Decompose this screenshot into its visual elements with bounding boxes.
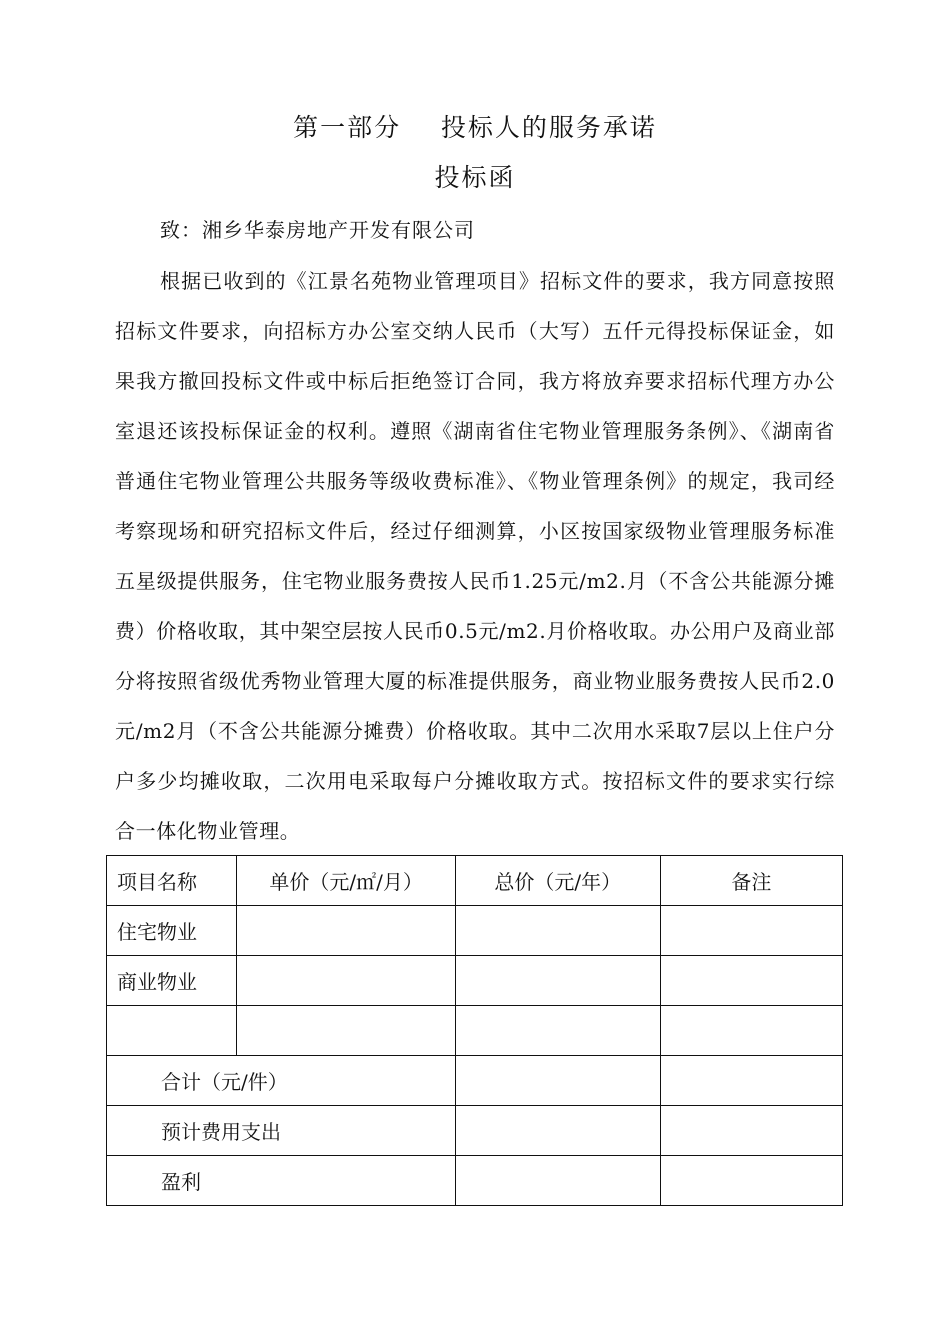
header-remark: 备注 bbox=[660, 856, 842, 906]
table-header-row bbox=[107, 856, 843, 906]
row-remark bbox=[660, 956, 842, 1006]
row-item-name: 商业物业 bbox=[107, 956, 237, 1006]
row-unit-price bbox=[237, 906, 455, 956]
summary-label: 盈利 bbox=[107, 1156, 456, 1206]
header-item-name: 项目名称 bbox=[107, 856, 237, 906]
document-title: 投标函 bbox=[434, 163, 516, 192]
summary-row bbox=[107, 1106, 843, 1156]
section-title: 第一部分 投标人的服务承诺 bbox=[293, 113, 657, 142]
summary-row bbox=[107, 1056, 843, 1106]
letter-body: 根据已收到的《江景名苑物业管理项目》招标文件的要求，我方同意按照招标文件要求，向招标方办公室交纳人民币（大写）五仟元得投标保证金，如果我方撤回投标文件或中标后拒绝签订合同，我方将放弃要求招标代理方办公室退还该投标保证金的权利。遵照《湖南省住宅物业管理服务条例》、《湖南省普通住宅物业管理公共服务等级收费标准》、《物业管理条例》的规定，我司经考察现场和研究招标文件后，经过仔细测算，小区按国家级物业管理服务标准五星级提供服务，住宅物业服务费按人民币1.25元/m2.月（不含公共能源分摊费）价格收取，其中架空层按人民币0.5元/m2.月价格收取。办公用户及商业部分将按照省级优秀物业管理大厦的标准提供服务，商业物业服务费按人民币2.0元/m2月（不含公共能源分摊费）价格收取。其中二次用水采取7层以上住户分户多少均摊收取，二次用电采取每户分摊收取方式。按招标文件的要求实行综合一体化物业管理。 bbox=[115, 269, 835, 843]
row-item-name: 住宅物业 bbox=[107, 906, 237, 956]
header-unit-price: 单价（元/㎡/月） bbox=[237, 856, 455, 906]
summary-total bbox=[455, 1156, 660, 1206]
row-unit-price bbox=[237, 1006, 455, 1056]
summary-total bbox=[455, 1106, 660, 1156]
table-row bbox=[107, 906, 843, 956]
row-total bbox=[455, 906, 660, 956]
row-remark bbox=[660, 906, 842, 956]
row-item-name bbox=[107, 1006, 237, 1056]
summary-remark bbox=[660, 1056, 842, 1106]
salutation: 致：湘乡华泰房地产开发有限公司 bbox=[160, 218, 475, 242]
summary-remark bbox=[660, 1156, 842, 1206]
row-total bbox=[455, 1006, 660, 1056]
summary-remark bbox=[660, 1106, 842, 1156]
summary-row bbox=[107, 1156, 843, 1206]
table-row bbox=[107, 956, 843, 1006]
table-row bbox=[107, 1006, 843, 1056]
fee-table bbox=[106, 855, 843, 1206]
summary-label: 合计（元/件） bbox=[107, 1056, 456, 1106]
row-total bbox=[455, 956, 660, 1006]
row-remark bbox=[660, 1006, 842, 1056]
header-total-price: 总价（元/年） bbox=[455, 856, 660, 906]
row-unit-price bbox=[237, 956, 455, 1006]
summary-label: 预计费用支出 bbox=[107, 1106, 456, 1156]
summary-total bbox=[455, 1056, 660, 1106]
